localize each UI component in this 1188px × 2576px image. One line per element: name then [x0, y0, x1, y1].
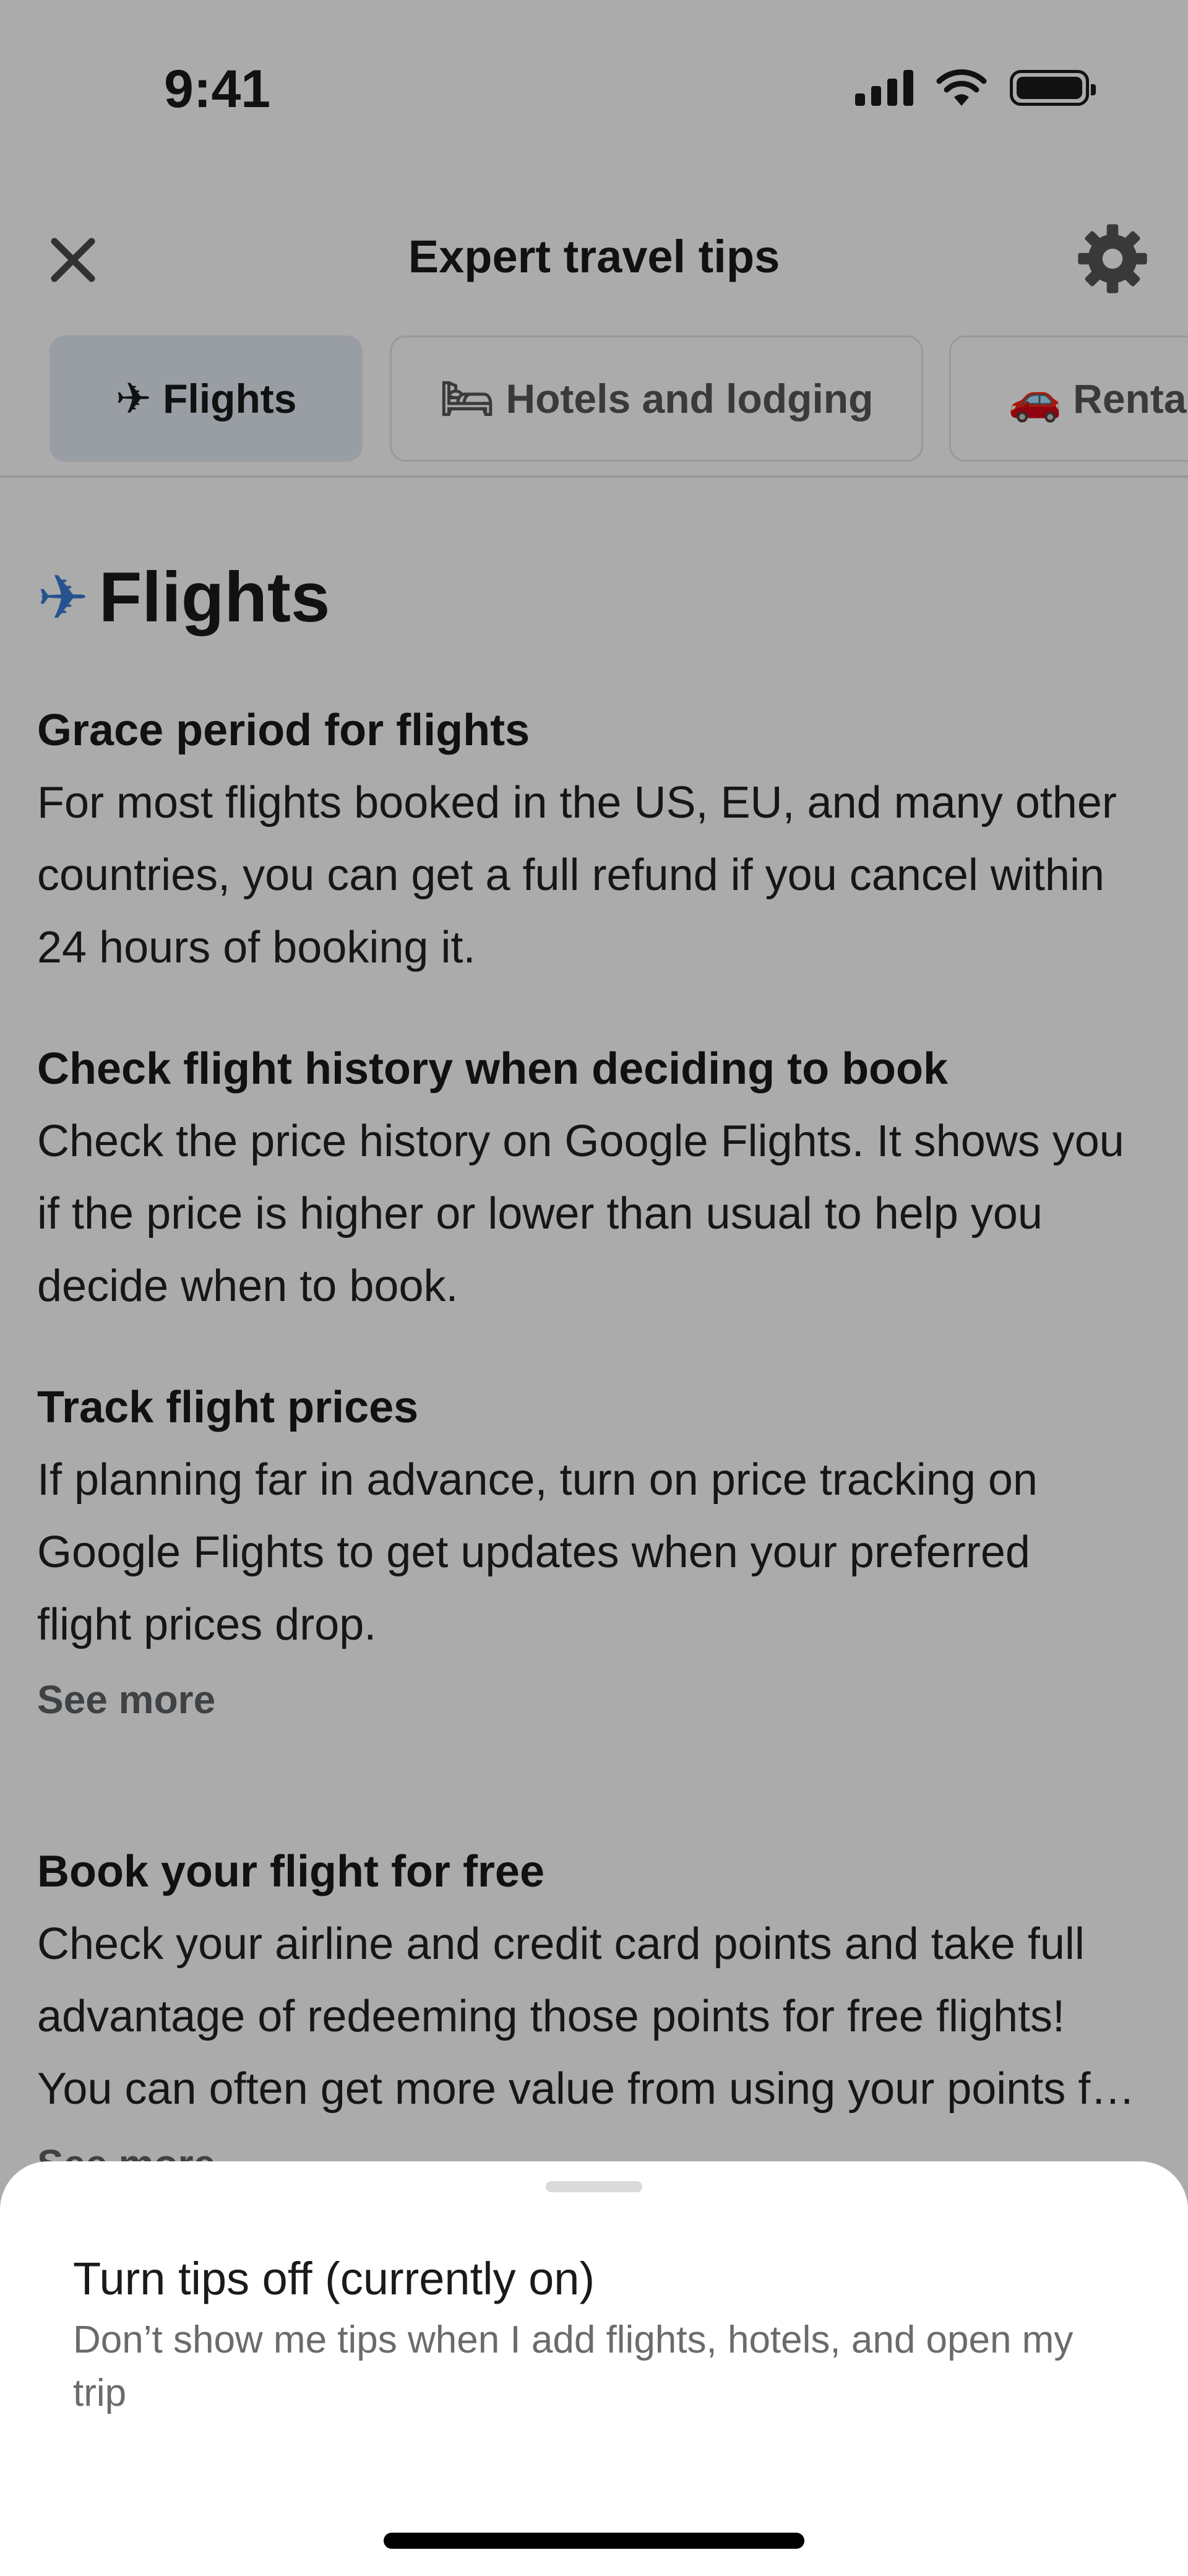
- turn-tips-off-option[interactable]: [73, 2248, 1125, 2420]
- section-title: Flights: [98, 558, 330, 637]
- bed-icon: 🛏: [439, 373, 495, 424]
- tip-text-line: Check your airline and credit card points and take full: [37, 1919, 1085, 1969]
- airplane-icon: ✈: [37, 561, 89, 634]
- option-title: Turn tips off (currently on): [73, 2253, 595, 2304]
- tip-title: Track flight prices: [37, 1383, 419, 1432]
- bottom-sheet: [0, 2161, 1188, 2576]
- tip-title: Book your flight for free: [37, 1847, 545, 1896]
- tab-label: Hotels and lodging: [506, 376, 874, 421]
- airplane-icon: ✈: [115, 373, 152, 424]
- tip-title: Grace period for flights: [37, 706, 530, 755]
- status-time: 9:41: [164, 59, 271, 119]
- tip-text-line: flight prices drop.: [37, 1600, 377, 1649]
- sheet-drag-handle[interactable]: [546, 2181, 642, 2192]
- option-description: [73, 2314, 1125, 2420]
- tip-text-line: 24 hours of booking it.: [37, 923, 476, 972]
- page-title: Expert travel tips: [408, 231, 780, 282]
- option-description-line: Don’t show me tips when I add flights, hotels, and open my: [73, 2319, 1074, 2361]
- tip-text-line: countries, you can get a full refund if you cancel within: [37, 850, 1104, 900]
- tip-text-line: If planning far in advance, turn on price tracking on: [37, 1455, 1038, 1505]
- tip-text-line: Check the price history on Google Flights. It shows you: [37, 1117, 1124, 1166]
- option-description-line: trip: [73, 2372, 127, 2414]
- tip-text-line: decide when to book.: [37, 1261, 458, 1311]
- tab-label: Renta: [1073, 376, 1187, 421]
- tip-text-line: You can often get more value from using your points f…: [37, 2064, 1135, 2114]
- tip-text-line: Google Flights to get updates when your preferred: [37, 1528, 1030, 1577]
- tab-label: Flights: [163, 376, 297, 421]
- tip-text-line: if the price is higher or lower than usual to help you: [37, 1189, 1043, 1238]
- tip-title: Check flight history when deciding to book: [37, 1044, 949, 1094]
- car-icon: 🚗: [1008, 373, 1062, 424]
- tip-text-line: For most flights booked in the US, EU, and many other: [37, 778, 1117, 828]
- home-indicator: [384, 2533, 804, 2549]
- see-more-link[interactable]: See more: [37, 1677, 216, 1722]
- tip-text-line: advantage of redeeming those points for free flights!: [37, 1992, 1065, 2041]
